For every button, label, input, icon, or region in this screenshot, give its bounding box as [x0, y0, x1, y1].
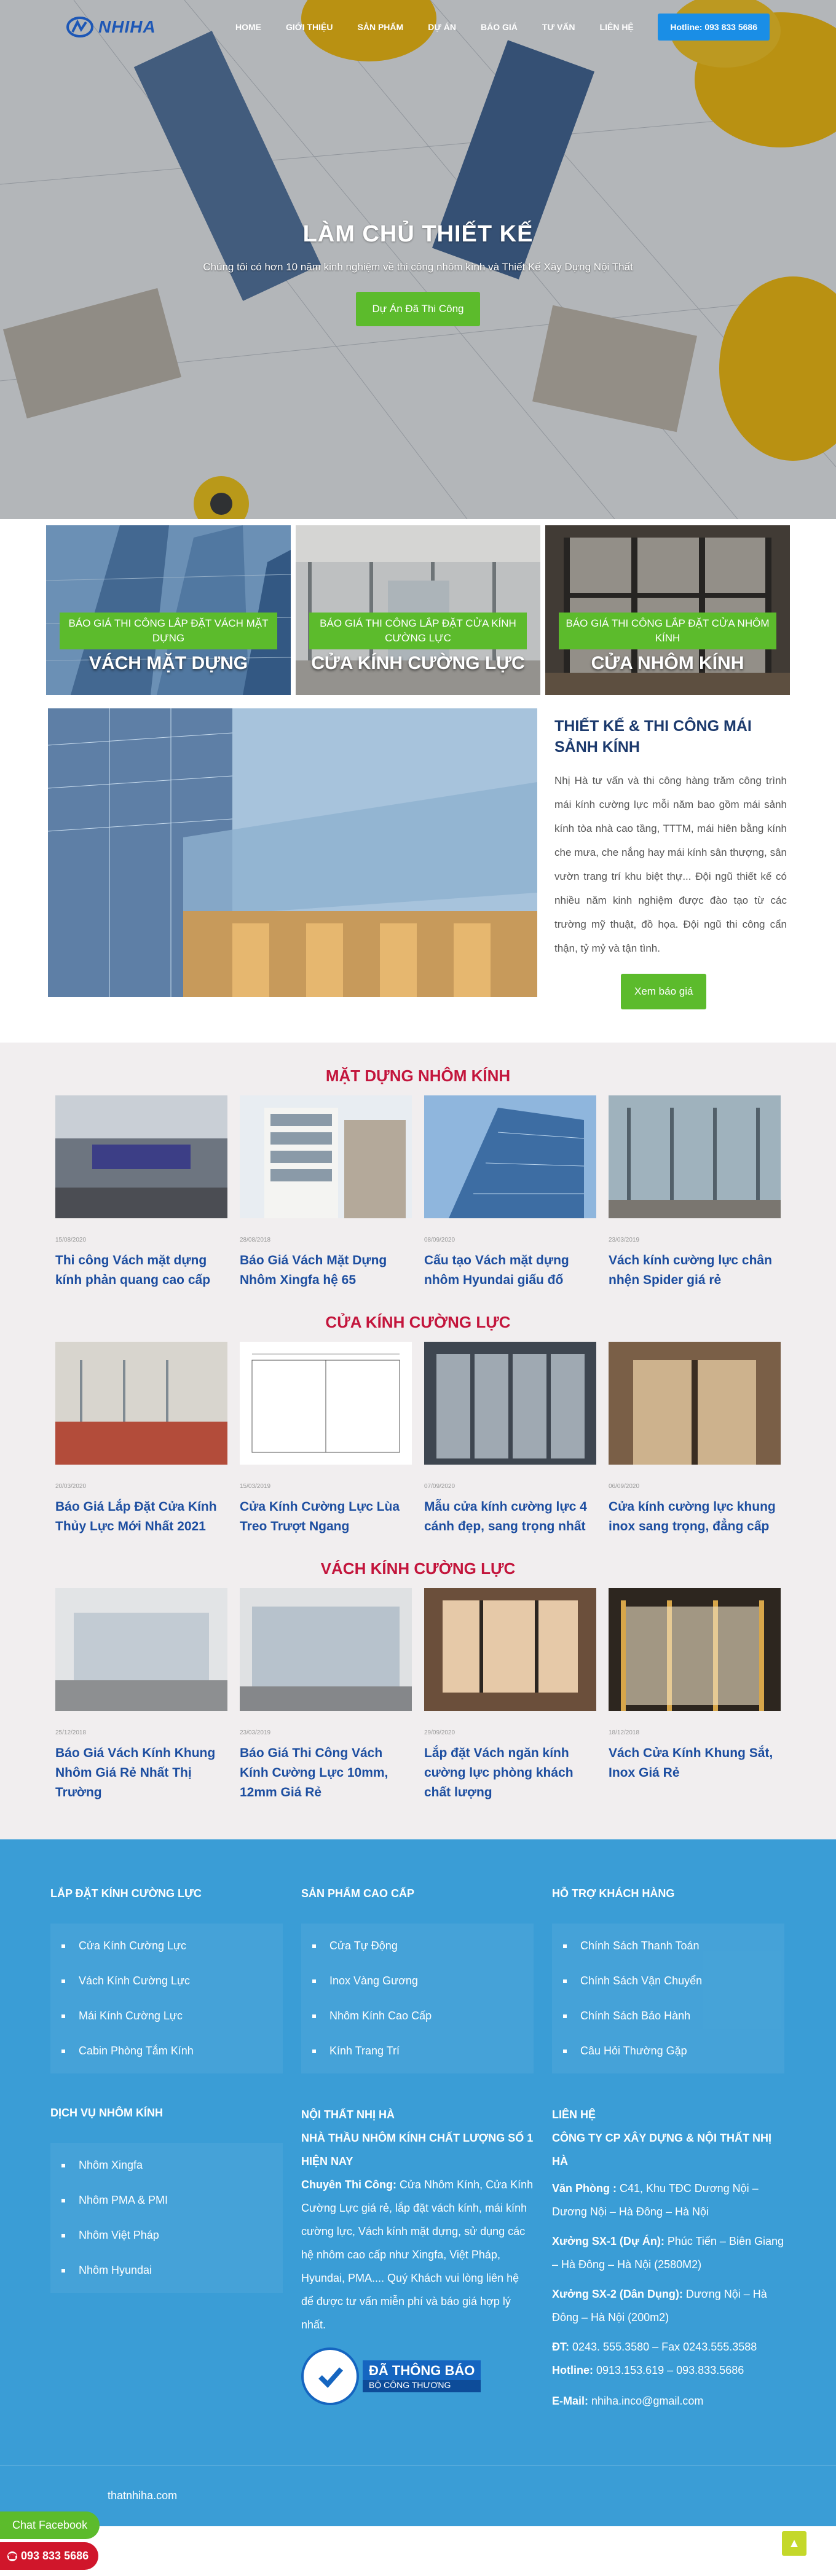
chat-facebook-button[interactable]: Chat Facebook: [0, 2511, 100, 2539]
section-title[interactable]: CỬA KÍNH CƯỜNG LỰC: [325, 1313, 511, 1331]
post-title[interactable]: Báo Giá Vách Kính Khung Nhôm Giá Rẻ Nhất Thị Trường: [55, 1746, 216, 1799]
footer-link[interactable]: Cửa Kính Cường Lực: [61, 1928, 283, 1963]
footer-about: [301, 2103, 534, 2413]
site-header: [0, 0, 836, 54]
office-address: Văn Phòng : C41, Khu TĐC Dương Nội – Dương Nội – Hà Đông – Hà Nội: [552, 2182, 759, 2218]
post-image[interactable]: [55, 1588, 227, 1711]
post-card[interactable]: [609, 1095, 781, 1290]
footer-link[interactable]: Cửa Tự Động: [312, 1928, 534, 1963]
footer-link[interactable]: Chính Sách Bảo Hành: [563, 1999, 784, 2034]
footer-heading: DỊCH VỤ NHÔM KÍNH: [50, 2107, 163, 2119]
footer-heading: SẢN PHẨM CAO CẤP: [301, 1887, 415, 1900]
workshop-2-address: Xưởng SX-2 (Dân Dụng): Dương Nội – Hà Đông – Hà Nội (200m2): [552, 2288, 767, 2323]
post-card[interactable]: [240, 1095, 412, 1290]
hero-subtitle: Chúng tôi có hơn 10 năm kinh nghiệm về thi công nhôm kính và Thiết Kế Xây Dựng Nội Thất: [203, 261, 633, 273]
footer-heading: HỖ TRỢ KHÁCH HÀNG: [552, 1887, 675, 1900]
post-date: 15/08/2020: [55, 1237, 87, 1243]
bullet-icon: [312, 2014, 316, 2018]
section-tempered-glass-wall: [0, 1548, 836, 1803]
footer-col-customer-support: [552, 1884, 784, 2073]
nav-quotes[interactable]: BÁO GIÁ: [481, 22, 518, 32]
site-logo[interactable]: [66, 17, 202, 37]
email-link[interactable]: E-Mail: nhiha.inco@gmail.com: [552, 2395, 704, 2407]
bullet-icon: [563, 1979, 567, 1983]
post-date: 07/09/2020: [424, 1483, 455, 1490]
footer-list: [552, 1924, 784, 2073]
post-card[interactable]: [55, 1342, 227, 1537]
post-grid: [55, 1095, 781, 1290]
post-date: 29/09/2020: [424, 1729, 455, 1736]
card-badge: BÁO GIÁ THI CÔNG LẮP ĐẶT CỬA KÍNH CƯỜNG LỰC: [309, 613, 527, 649]
footer-hotline[interactable]: Hotline: 0913.153.619 – 093.833.5686: [552, 2364, 744, 2376]
post-date: 20/03/2020: [55, 1483, 87, 1490]
card-badge: BÁO GIÁ THI CÔNG LẮP ĐẶT VÁCH MẶT DỰNG: [60, 613, 277, 649]
post-card[interactable]: [240, 1342, 412, 1537]
bullet-icon: [61, 1979, 65, 1983]
ministry-badge[interactable]: [301, 2347, 534, 2405]
post-date: 23/03/2019: [240, 1729, 271, 1736]
call-button[interactable]: [0, 2542, 98, 2570]
footer-link[interactable]: Kính Trang Trí: [312, 2034, 534, 2069]
nav-consulting[interactable]: TƯ VẤN: [542, 22, 575, 32]
about-text: Chuyên Thi Công: Cửa Nhôm Kính, Cửa Kính Cường Lực giá rẻ, lắp đặt vách kính, mái kính cường lực, Vách kính mặt dựng, sử dụng các hệ nhôm cao cấp như Xingfa, Việt Pháp, Hyundai, PMA.... Quý Khách vui lòng liên hệ để được tư vấn miễn phí và báo giá hợp lý nhất.: [301, 2179, 534, 2331]
footer-link[interactable]: Nhôm Kính Cao Cấp: [312, 1999, 534, 2034]
post-date: 18/12/2018: [609, 1729, 640, 1736]
footer-list: [50, 1924, 283, 2073]
feature-title: THIẾT KẾ & THI CÔNG MÁI SẢNH KÍNH: [554, 718, 752, 756]
feature-text: [554, 708, 787, 1043]
footer-link[interactable]: Nhôm Xingfa: [61, 2148, 283, 2183]
bullet-icon: [312, 1979, 316, 1983]
footer-row: [50, 2103, 786, 2413]
card-title: CỬA KÍNH CƯỜNG LỰC: [311, 653, 525, 673]
service-card-aluminum-glass-door[interactable]: [545, 525, 790, 695]
workshop-1-address: Xưởng SX-1 (Dự Án): Phúc Tiến – Biên Giang – Hà Đông – Hà Nội (2580M2): [552, 2235, 784, 2271]
phone-icon: ☎: [7, 2551, 17, 2561]
footer-contact: [552, 2103, 784, 2413]
card-badge: BÁO GIÁ THI CÔNG LẮP ĐẶT CỬA NHÔM KÍNH: [559, 613, 776, 649]
bullet-icon: [61, 2164, 65, 2167]
footer-link[interactable]: Nhôm PMA & PMI: [61, 2183, 283, 2218]
logo-text: NHIHA: [98, 17, 156, 36]
service-card-tempered-glass-door[interactable]: [296, 525, 540, 695]
post-title[interactable]: Mẫu cửa kính cường lực 4 cánh đẹp, sang trọng nhất: [424, 1500, 587, 1533]
post-title[interactable]: Cấu tạo Vách mặt dựng nhôm Hyundai giấu đố: [424, 1253, 569, 1287]
section-title[interactable]: VÁCH KÍNH CƯỜNG LỰC: [320, 1559, 516, 1578]
footer-link[interactable]: Chính Sách Vận Chuyển: [563, 1963, 784, 1999]
hero-title: LÀM CHỦ THIẾT KẾ: [302, 221, 534, 247]
post-date: 08/09/2020: [424, 1237, 455, 1243]
footer-link[interactable]: Inox Vàng Gương: [312, 1963, 534, 1999]
post-card[interactable]: [55, 1095, 227, 1290]
post-title[interactable]: Vách kính cường lực chân nhện Spider giá rẻ: [609, 1253, 772, 1287]
post-title[interactable]: Cửa kính cường lực khung inox sang trọng, đẳng cấp: [609, 1500, 776, 1533]
service-cards: [0, 519, 836, 695]
company-name: CÔNG TY CP XÂY DỰNG & NỘI THẤT NHỊ HÀ: [552, 2132, 771, 2167]
feature-description: Nhị Hà tư vấn và thi công hàng trăm công trình mái kính cường lực mỗi năm bao gồm mái sảnh kính tòa nhà cao tầng, TTTM, mái hiên bằng kính che mưa, che nắng hay mái kính sân thượng, sân vườn trang trí khu biệt thự... Đội ngũ thiết kế có nhiều năm kinh nghiệm được đào tạo từ các trường mỹ thuật, đồ họa. Đội ngũ thi công cẩn thận, tỷ mỷ và tận tình.: [554, 775, 787, 954]
post-image[interactable]: [240, 1588, 412, 1711]
post-grid: [55, 1588, 781, 1803]
footer-link[interactable]: Vách Kính Cường Lực: [61, 1963, 283, 1999]
footer-link[interactable]: Cabin Phòng Tắm Kính: [61, 2034, 283, 2069]
post-title[interactable]: Báo Giá Thi Công Vách Kính Cường Lực 10mm, 12mm Giá Rẻ: [240, 1746, 388, 1799]
bullet-icon: [563, 2014, 567, 2018]
feature-glass-canopy: [0, 695, 836, 1043]
post-title[interactable]: Thi công Vách mặt dựng kính phản quang cao cấp: [55, 1253, 211, 1287]
post-date: 28/08/2018: [240, 1237, 271, 1243]
post-image[interactable]: [424, 1095, 596, 1218]
copyright-text: thatnhiha.com: [108, 2489, 178, 2502]
bullet-icon: [312, 2049, 316, 2053]
section-title[interactable]: MẶT DỰNG NHÔM KÍNH: [325, 1067, 511, 1085]
card-title: CỬA NHÔM KÍNH: [591, 653, 744, 673]
post-title[interactable]: Vách Cửa Kính Khung Sắt, Inox Giá Rẻ: [609, 1746, 773, 1780]
post-card[interactable]: [424, 1095, 596, 1290]
bullet-icon: [61, 2199, 65, 2202]
hotline-button[interactable]: Hotline: 093 833 5686: [658, 14, 770, 41]
bullet-icon: [563, 1944, 567, 1948]
footer-list: [301, 1924, 534, 2073]
bullet-icon: [61, 2049, 65, 2053]
phone-fax[interactable]: ĐT: 0243. 555.3580 – Fax 0243.555.3588: [552, 2341, 757, 2353]
chevron-up-icon[interactable]: ▲: [782, 2531, 806, 2556]
hero-content: [0, 221, 836, 326]
post-card[interactable]: [609, 1588, 781, 1803]
footer-col-tempered-glass: [50, 1884, 283, 2073]
post-card[interactable]: [55, 1588, 227, 1803]
post-image[interactable]: [55, 1342, 227, 1465]
service-card-curtain-wall[interactable]: [46, 525, 291, 695]
post-card[interactable]: [609, 1342, 781, 1537]
footer-link[interactable]: Mái Kính Cường Lực: [61, 1999, 283, 2034]
bullet-icon: [61, 1944, 65, 1948]
footer-list: [50, 2143, 283, 2293]
footer-col-aluminum-services: [50, 2103, 283, 2413]
post-image[interactable]: [424, 1588, 596, 1711]
post-image[interactable]: [609, 1095, 781, 1218]
post-date: 23/03/2019: [609, 1237, 640, 1243]
post-date: 06/09/2020: [609, 1483, 640, 1490]
logo-icon: [66, 17, 93, 37]
badge-label: ĐÃ THÔNG BÁO BỘ CÔNG THƯƠNG: [363, 2360, 481, 2392]
post-title[interactable]: Báo Giá Lắp Đặt Cửa Kính Thủy Lực Mới Nhất 2021: [55, 1500, 217, 1533]
bullet-icon: [312, 1944, 316, 1948]
post-title[interactable]: Báo Giá Vách Mặt Dựng Nhôm Xingfa hệ 65: [240, 1253, 387, 1287]
footer-link[interactable]: Nhôm Hyundai: [61, 2253, 283, 2288]
main-nav: [223, 22, 646, 32]
nav-projects[interactable]: DỰ ÁN: [428, 22, 457, 32]
posts-area: [0, 1043, 836, 1839]
site-footer: [0, 1839, 836, 2526]
card-title: VÁCH MẶT DỰNG: [89, 653, 248, 673]
about-subheading: NHÀ THẦU NHÔM KÍNH CHẤT LƯỢNG SỐ 1 HIỆN NAY: [301, 2132, 534, 2167]
post-date: 15/03/2019: [240, 1483, 271, 1490]
post-title[interactable]: Lắp đặt Vách ngăn kính cường lực phòng khách chất lượng: [424, 1746, 574, 1799]
post-image[interactable]: [55, 1095, 227, 1218]
bullet-icon: [61, 2234, 65, 2237]
projects-button[interactable]: Dự Án Đã Thi Công: [356, 292, 479, 326]
nav-contact[interactable]: LIÊN HỆ: [599, 22, 634, 32]
post-image[interactable]: [609, 1588, 781, 1711]
footer-bottom: [0, 2465, 836, 2526]
post-image[interactable]: [240, 1342, 412, 1465]
glass-canopy-image: [48, 708, 537, 997]
nav-about[interactable]: GIỚI THIỆU: [286, 22, 333, 32]
footer-heading: LẮP ĐẶT KÍNH CƯỜNG LỰC: [50, 1887, 202, 1900]
post-card[interactable]: [424, 1588, 596, 1803]
bullet-icon: [61, 2269, 65, 2273]
post-card[interactable]: [424, 1342, 596, 1537]
post-date: 25/12/2018: [55, 1729, 87, 1736]
post-grid: [55, 1342, 781, 1537]
about-heading: NỘI THẤT NHỊ HÀ: [301, 2108, 395, 2121]
post-card[interactable]: [240, 1588, 412, 1803]
call-number: 093 833 5686: [21, 2550, 89, 2562]
footer-link[interactable]: Nhôm Việt Pháp: [61, 2218, 283, 2253]
contact-heading: LIÊN HỆ: [552, 2108, 596, 2121]
nav-products[interactable]: SẢN PHẨM: [357, 22, 404, 32]
section-curtain-wall: [0, 1055, 836, 1290]
check-icon: [301, 2347, 359, 2405]
post-image[interactable]: [609, 1342, 781, 1465]
view-quote-button[interactable]: Xem báo giá: [621, 974, 706, 1009]
footer-row: [50, 1884, 786, 2073]
bullet-icon: [61, 2014, 65, 2018]
post-image[interactable]: [240, 1095, 412, 1218]
bullet-icon: [563, 2049, 567, 2053]
post-image[interactable]: [424, 1342, 596, 1465]
section-tempered-glass-door: [0, 1301, 836, 1537]
footer-link[interactable]: Câu Hỏi Thường Gặp: [563, 2034, 784, 2069]
footer-link[interactable]: Chính Sách Thanh Toán: [563, 1928, 784, 1963]
hero-banner: [0, 0, 836, 519]
feature-image: [48, 708, 537, 997]
nav-home[interactable]: HOME: [235, 22, 261, 32]
footer-col-premium-products: [301, 1884, 534, 2073]
post-title[interactable]: Cửa Kính Cường Lực Lùa Treo Trượt Ngang: [240, 1500, 400, 1533]
